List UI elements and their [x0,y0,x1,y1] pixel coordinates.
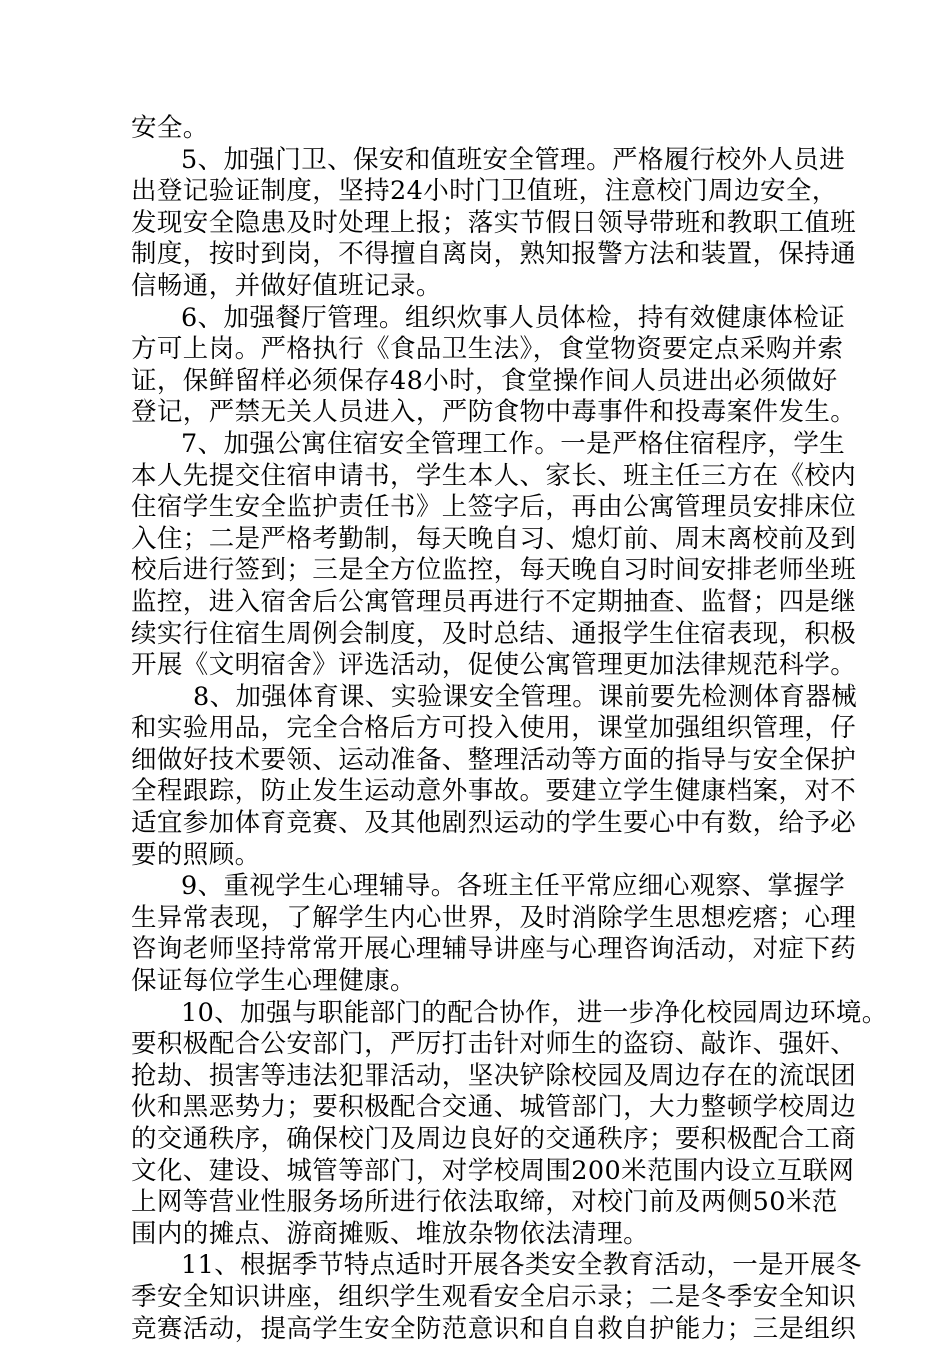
text-line: 10、加强与职能部门的配合协作，进一步净化校园周边环境。 [181,997,888,1028]
text-line: 安全。 [131,113,209,143]
text-line: 咨询老师坚持常常开展心理辅导讲座与心理咨询活动，对症下药 [131,934,857,965]
text-line: 的交通秩序，确保校门及周边良好的交通秩序；要积极配合工商 [131,1124,857,1154]
text-line: 和实验用品，完全合格后方可投入使用，课堂加强组织管理，仔 [131,713,857,744]
text-line: 信畅通，并做好值班记录。 [131,270,442,301]
text-line: 要积极配合公安部门，严厉打击针对师生的盗窃、敲诈、强奸、 [131,1029,857,1060]
text-line: 9、重视学生心理辅导。各班主任平常应细心观察、掌握学 [181,871,846,902]
text-line: 围内的摊点、游商摊贩、堆放杂物依法清理。 [131,1218,650,1249]
text-line: 监控，进入宿舍后公寓管理员再进行不定期抽查、监督；四是继 [131,586,857,617]
text-line: 方可上岗。严格执行《食品卫生法》，食堂物资要定点采购并索 [131,334,844,365]
text-line: 6、加强餐厅管理。组织炊事人员体检，持有效健康体检证 [181,302,846,333]
text-line: 细做好技术要领、运动准备、整理活动等方面的指导与安全保护 [131,744,857,775]
text-line: 发现安全隐患及时处理上报；落实节假日领导带班和教职工值班 [131,207,857,238]
text-line: 上网等营业性服务场所进行依法取缔，对校门前及两侧50米范 [131,1187,838,1218]
text-line: 制度，按时到岗，不得擅自离岗，熟知报警方法和装置，保持通 [131,239,857,270]
text-line: 保证每位学生心理健康。 [131,966,416,997]
text-line: 竞赛活动，提高学生安全防范意识和自自救自护能力；三是组织 [131,1313,857,1344]
text-line: 登记，严禁无关人员进入，严防食物中毒事件和投毒案件发生。 [131,397,857,428]
text-line: 文化、建设、城管等部门，对学校周围200米范围内设立互联网 [131,1155,855,1186]
text-line: 季安全知识讲座，组织学生观看安全启示录；二是冬季安全知识 [131,1281,857,1312]
text-line: 5、加强门卫、保安和值班安全管理。严格履行校外人员进 [181,144,846,175]
text-line: 出登记验证制度，坚持24小时门卫值班，注意校门周边安全， [131,176,838,207]
text-line: 住宿学生安全监护责任书》上签字后，再由公寓管理员安排床位 [131,492,857,523]
text-line: 伙和黑恶势力；要积极配合交通、城管部门，大力整顿学校周边 [131,1092,857,1123]
text-line: 证，保鲜留样必须保存48小时，食堂操作间人员进出必须做好 [131,365,838,396]
text-line: 生异常表现，了解学生内心世界，及时消除学生思想疙瘩；心理 [131,902,857,933]
text-line: 适宜参加体育竞赛、及其他剧烈运动的学生要心中有数，给予必 [131,808,857,839]
text-line: 本人先提交住宿申请书，学生本人、家长、班主任三方在《校内 [131,460,857,491]
text-line: 开展《文明宿舍》评选活动，促使公寓管理更加法律规范科学。 [131,650,857,681]
text-line: 要的照顾。 [131,839,261,870]
text-line: 11、根据季节特点适时开展各类安全教育活动，一是开展冬 [181,1250,862,1281]
text-line: 全程跟踪，防止发生运动意外事故。要建立学生健康档案，对不 [131,776,857,807]
text-line: 续实行住宿生周例会制度，及时总结、通报学生住宿表现，积极 [131,618,857,649]
text-line: 校后进行签到；三是全方位监控，每天晚自习时间安排老师坐班 [131,555,857,586]
text-line: 7、加强公寓住宿安全管理工作。一是严格住宿程序，学生 [181,428,846,459]
text-line: 抢劫、损害等违法犯罪活动，坚决铲除校园及周边存在的流氓团 [131,1060,857,1091]
document-body [131,113,888,1345]
text-line: 8、加强体育课、实验课安全管理。课前要先检测体育器械 [193,681,858,712]
text-line: 入住；二是严格考勤制，每天晚自习、熄灯前、周末离校前及到 [131,523,857,554]
